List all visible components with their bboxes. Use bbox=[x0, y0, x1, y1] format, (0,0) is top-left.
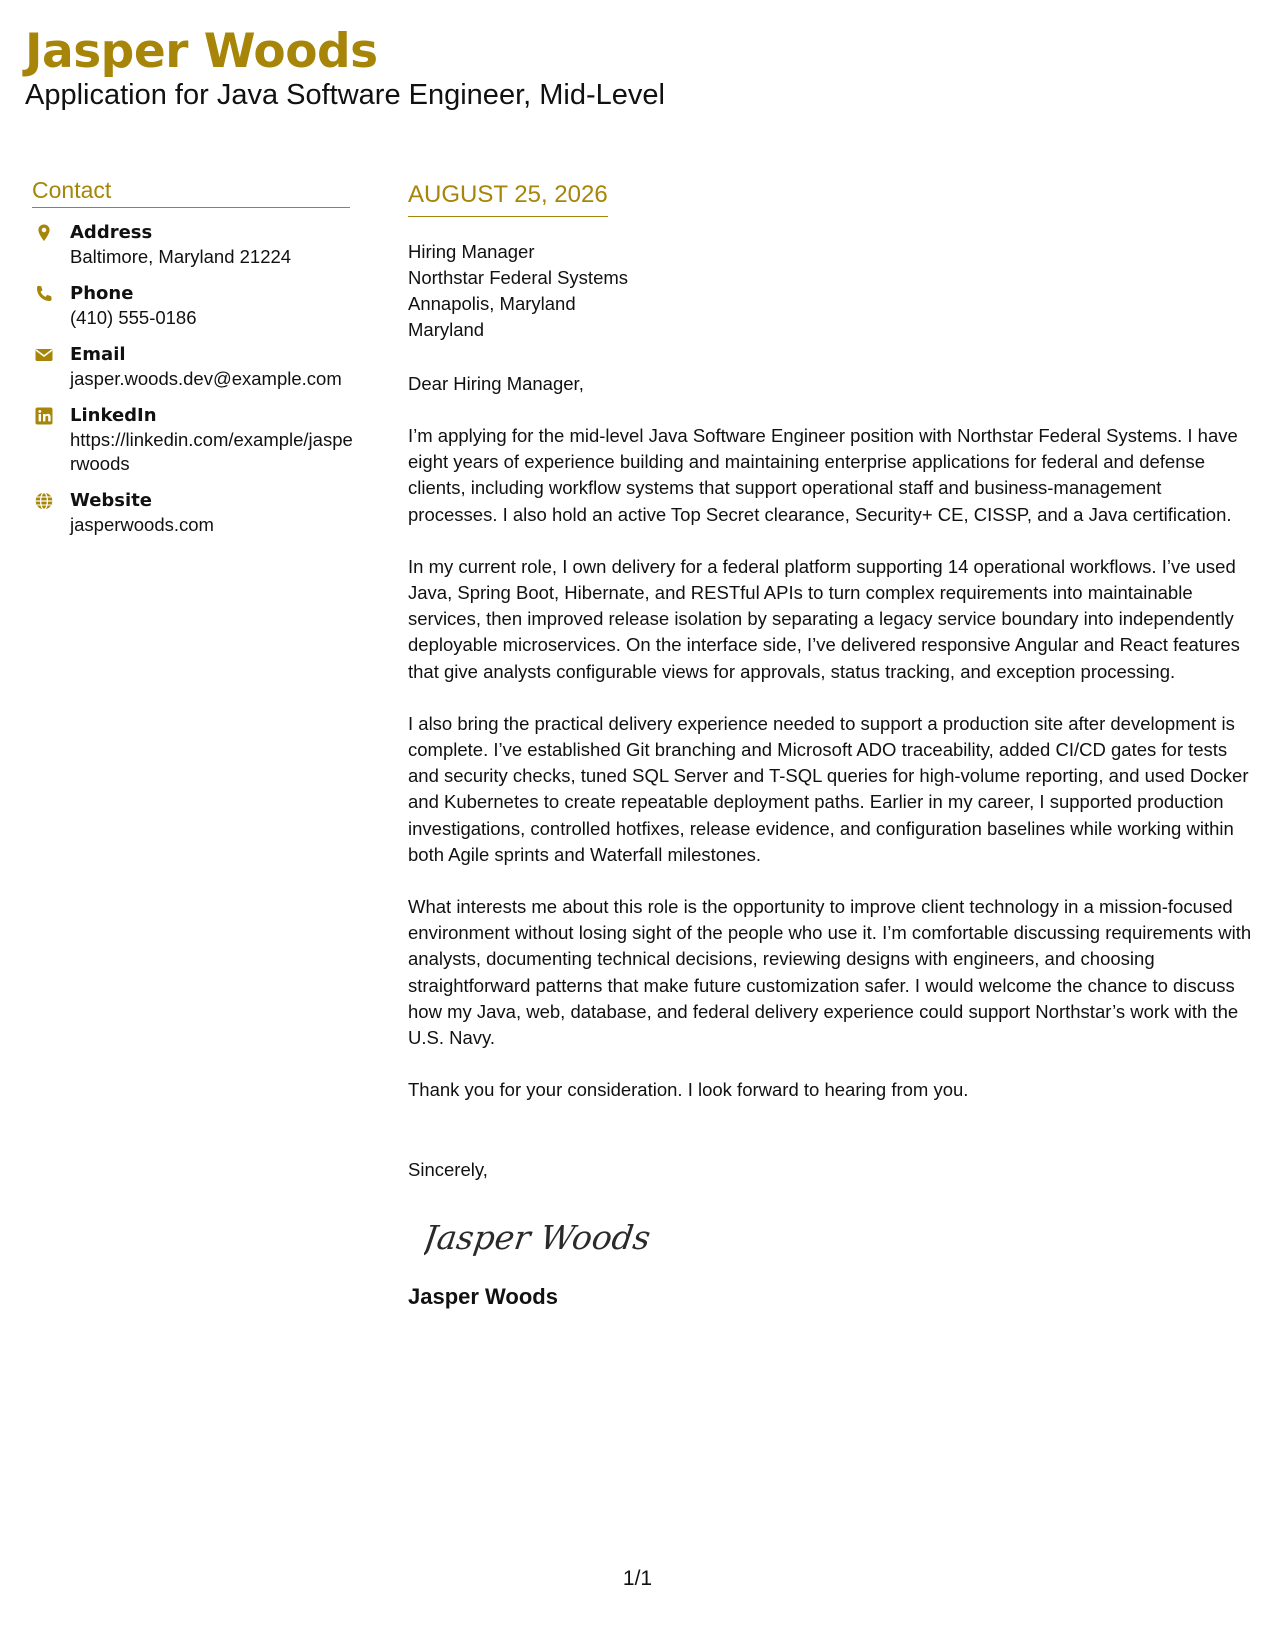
linkedin-value[interactable]: https://linkedin.com/example/jasperwoods bbox=[70, 429, 353, 474]
globe-icon bbox=[34, 491, 54, 511]
body-paragraph: I also bring the practical delivery experience needed to support a production site after development is complete. I’ve established Git branching and Microsoft ADO traceability, added CI/CD gates for tests and security checks, tuned SQL Server and T-SQL queries for high-volume reporting, and used Docker and Kubernetes to create repeatable deployment paths. Earlier in my career, I supported production investigations, controlled hotfixes, release evidence, and configuration baselines while working within both Agile sprints and Waterfall milestones. bbox=[408, 712, 1249, 865]
recipient-line: Maryland bbox=[408, 319, 485, 340]
svg-text:Jasper Woods: Jasper Woods bbox=[424, 1218, 653, 1258]
contact-website bbox=[32, 488, 352, 537]
contact-phone bbox=[32, 281, 352, 330]
contact-heading: Contact bbox=[32, 175, 350, 208]
recipient-line: Annapolis, Maryland bbox=[408, 293, 576, 314]
website-value[interactable]: jasperwoods.com bbox=[70, 514, 214, 535]
linkedin-label: LinkedIn bbox=[70, 405, 157, 426]
phone-icon bbox=[34, 284, 54, 304]
email-label: Email bbox=[70, 344, 126, 365]
salutation: Dear Hiring Manager, bbox=[408, 373, 584, 394]
contact-email bbox=[32, 342, 352, 391]
application-title: Application for Java Software Engineer, Mid-Level bbox=[25, 79, 665, 111]
handwritten-signature bbox=[424, 1209, 664, 1269]
linkedin-icon bbox=[34, 406, 54, 426]
recipient-line: Northstar Federal Systems bbox=[408, 267, 629, 288]
body-paragraph: In my current role, I own delivery for a federal platform supporting 14 operational workflows. I’ve used Java, Spring Boot, Hibernate, and RESTful APIs to turn complex requirements into maintainable services, then improved release isolation by separating a legacy service boundary into independently deployable microservices. On the interface side, I’ve delivered responsive Angular and React features that give analysts configurable views for approvals, status tracking, and exception processing. bbox=[408, 555, 1240, 682]
contact-sidebar bbox=[32, 175, 352, 537]
phone-value: (410) 555-0186 bbox=[70, 307, 197, 328]
body-paragraph: Thank you for your consideration. I look forward to hearing from you. bbox=[408, 1079, 969, 1101]
signer-name: Jasper Woods bbox=[408, 1284, 558, 1310]
email-value: jasper.woods.dev@example.com bbox=[70, 368, 342, 389]
letter-date: AUGUST 25, 2026 bbox=[408, 180, 608, 217]
contact-address bbox=[32, 220, 352, 269]
recipient-block bbox=[408, 239, 1253, 343]
website-label: Website bbox=[70, 490, 153, 511]
recipient-line: Hiring Manager bbox=[408, 241, 535, 262]
location-pin-icon bbox=[34, 223, 54, 243]
letter-body bbox=[408, 180, 1253, 1312]
body-paragraph: I’m applying for the mid-level Java Software Engineer position with Northstar Federal Systems. I have eight years of experience building and maintaining enterprise applications for federal and defense clients, including workflow systems that support operational staff and business-management processes. I also hold an active Top Secret clearance, Security+ CE, CISSP, and a Java certification. bbox=[408, 425, 1238, 525]
letter-header bbox=[25, 22, 665, 112]
applicant-name: Jasper Woods bbox=[25, 24, 378, 79]
address-label: Address bbox=[70, 222, 153, 243]
closing: Sincerely, bbox=[408, 1159, 488, 1181]
body-paragraph: What interests me about this role is the opportunity to improve client technology in a mission-focused environment without losing sight of the people who use it. I’m comfortable discussing requirements with analysts, documenting technical decisions, reviewing designs with engineers, and choosing straightforward patterns that make future customization safer. I would welcome the chance to discuss how my Java, web, database, and federal delivery experience could support Northstar’s work with the U.S. Navy. bbox=[408, 896, 1252, 1049]
email-icon bbox=[34, 345, 54, 365]
page-number: 1/1 bbox=[622, 1567, 653, 1590]
contact-linkedin bbox=[32, 403, 352, 476]
address-value: Baltimore, Maryland 21224 bbox=[70, 246, 292, 267]
phone-label: Phone bbox=[70, 283, 134, 304]
